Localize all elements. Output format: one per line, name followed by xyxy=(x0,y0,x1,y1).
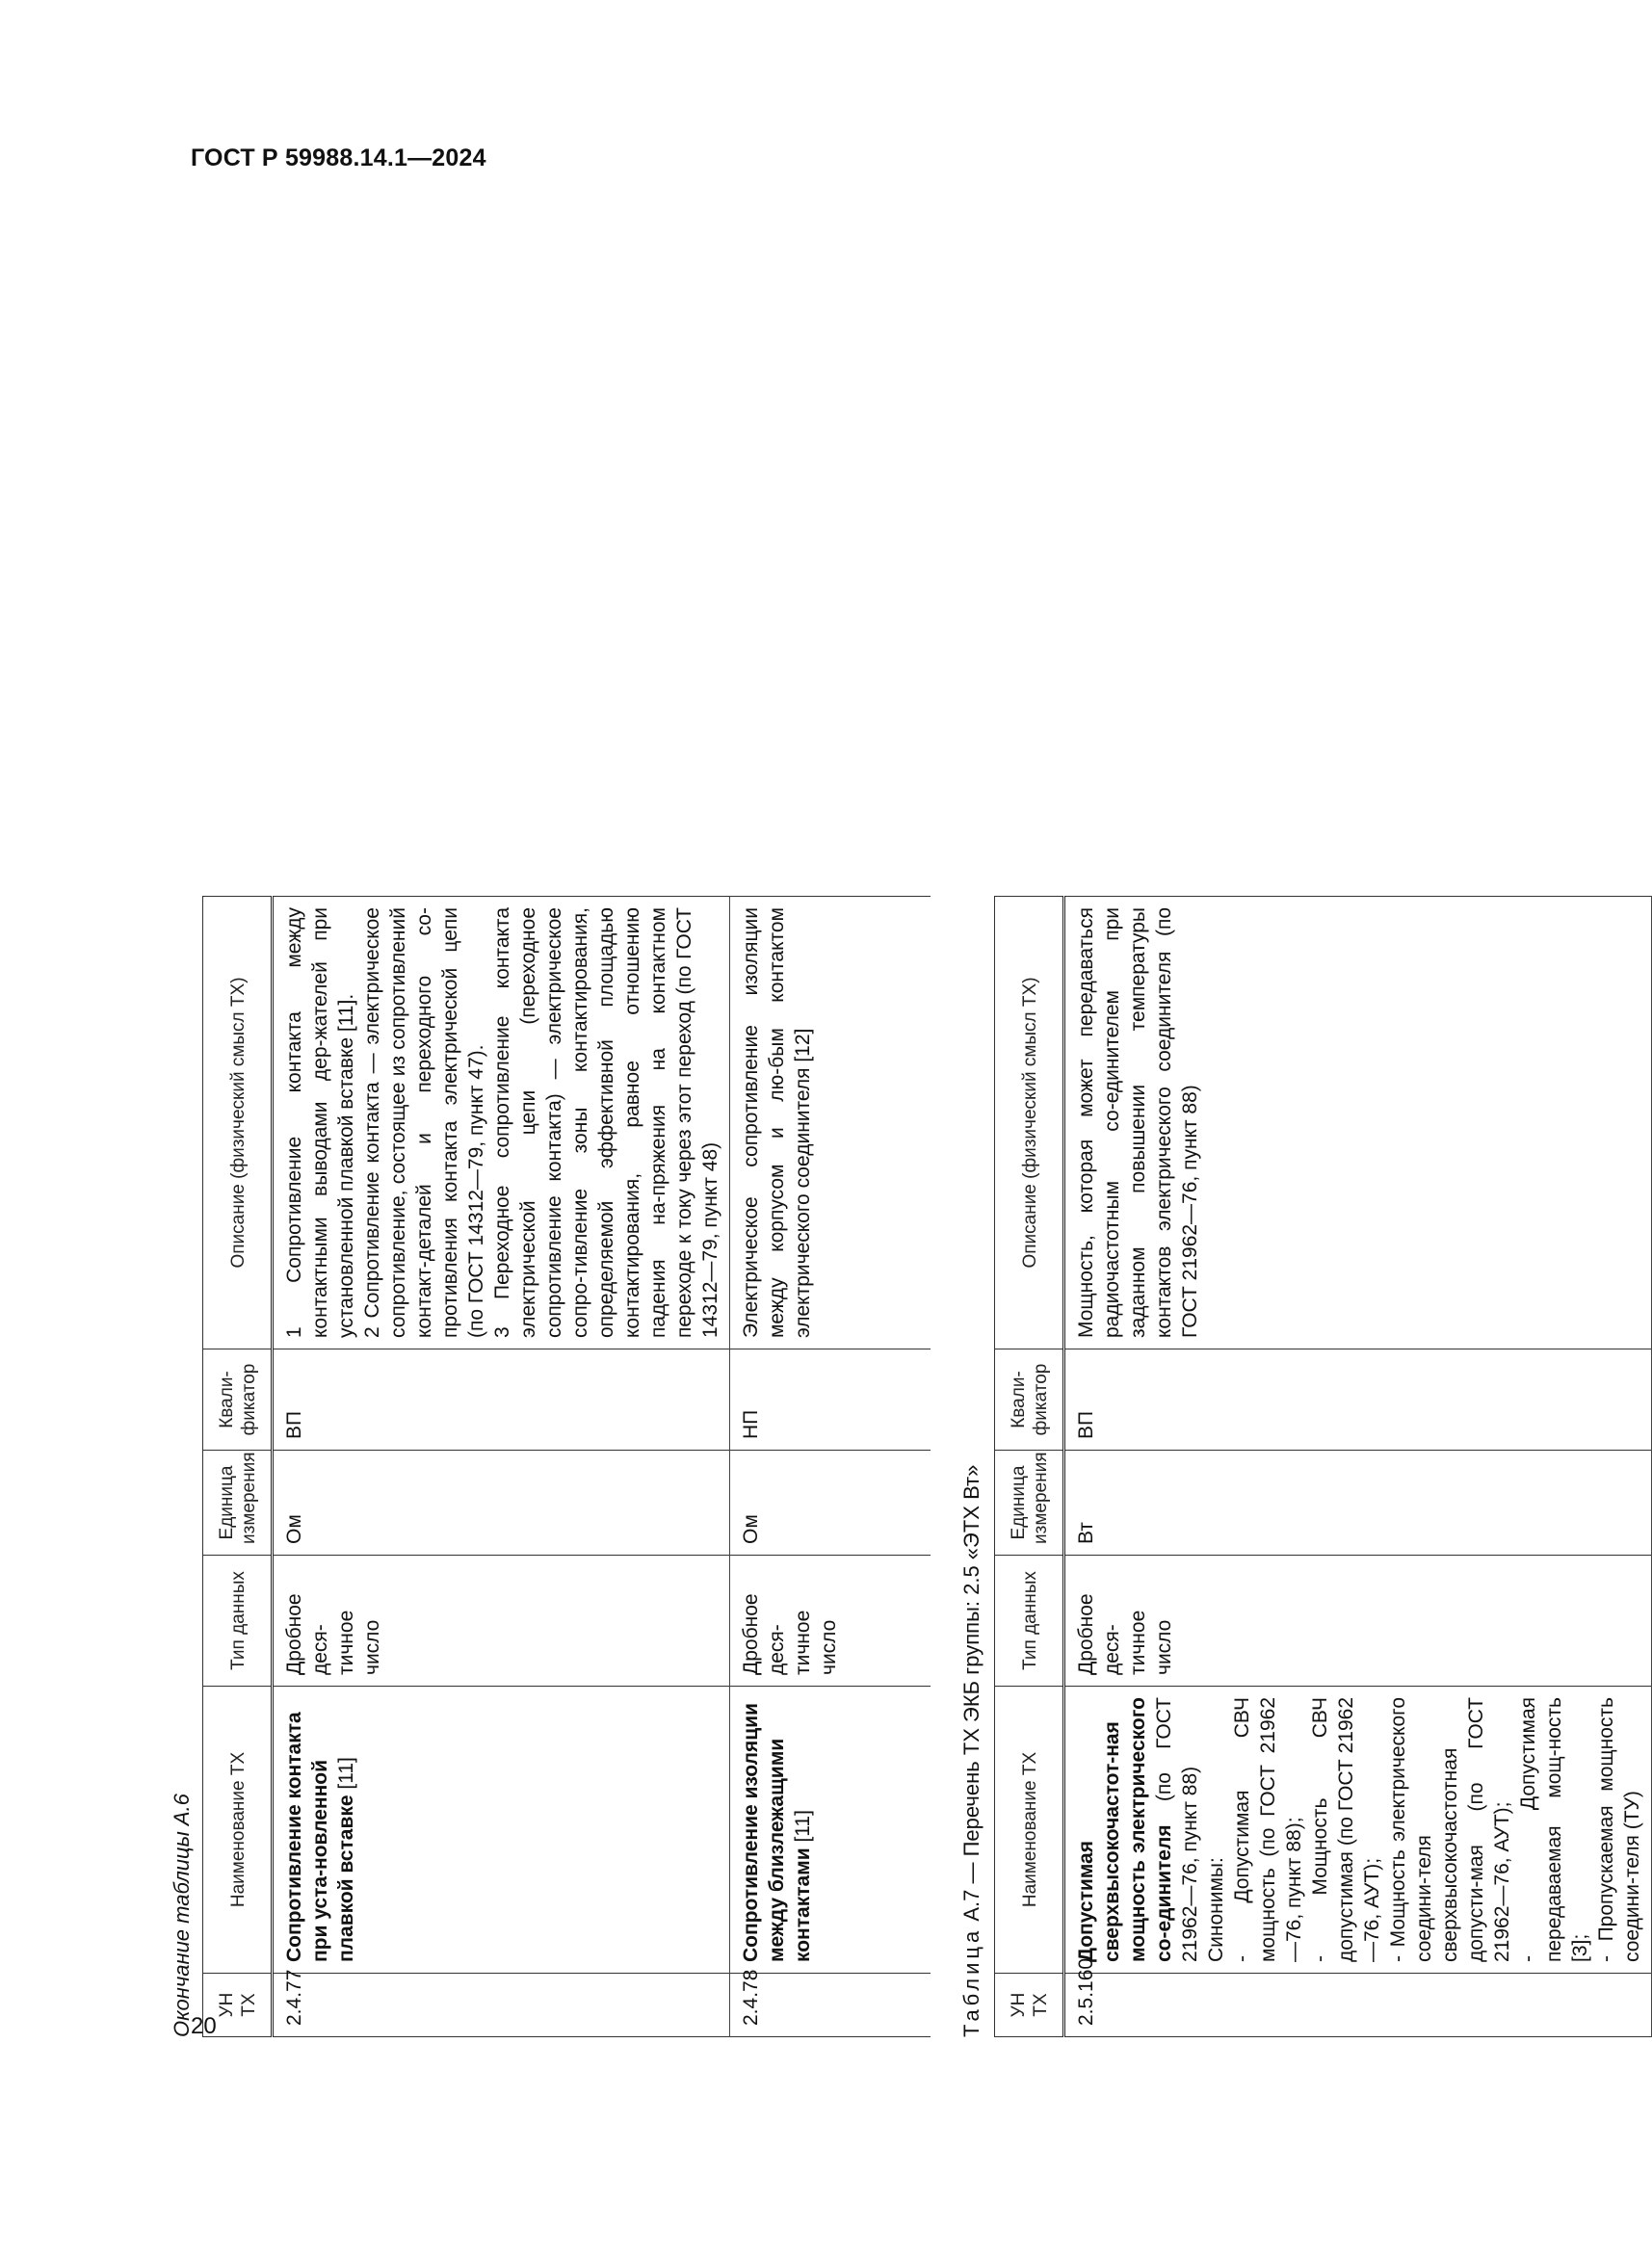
cell-name xyxy=(1064,1687,1652,1974)
col-header-qualifier: Квали-фикатор xyxy=(995,1349,1064,1451)
col-header-name: Наименование ТХ xyxy=(995,1687,1064,1974)
document-header: ГОСТ Р 59988.14.1—2024 xyxy=(191,144,486,171)
table-header-row xyxy=(995,897,1064,2037)
description-item: 2 Сопротивление контакта — электрическое сопротивление, состоящее из сопротивлений контакт-деталей и переходного со-противления контакта электрической цепи (по ГОСТ 14312—79, пункт 47). xyxy=(361,907,487,1338)
table-a6 xyxy=(202,896,931,2037)
description-item: 3 Переходное сопротивление контакта электрической цепи (переходное сопротивление контакта) — электрическое сопро-тивление зоны контактирования, определяемой эффективной площадью контактирования, равное отношению падения на-пряжения на контактном переходе к току через этот переход (по ГОСТ 14312—79, пункт 48) xyxy=(491,907,721,1338)
caption-rest: А.7 — Перечень ТХ ЭКБ группы: 2.5 «ЭТХ Вт» xyxy=(959,1464,983,1927)
cell-unit: Ом xyxy=(273,1451,730,1556)
col-header-code: УН ТХ xyxy=(203,1974,273,2037)
cell-code: 2.4.77 xyxy=(273,1974,730,2037)
synonym-item: - Пропускаемая мощность соедини-теля (ТУ) xyxy=(1595,1697,1643,1962)
description-item: Электрическое сопротивление изоляции между корпусом и лю-бым контактом электрического соединителя [12] xyxy=(740,907,814,1338)
description-item: 1 Сопротивление контакта между контактными выводами дер-жателей при установленной плавкой вставке [11]. xyxy=(283,907,357,1338)
cell-code: 2.4.78 xyxy=(730,1974,931,2037)
cell-data-type: Дробное деся-тичное число xyxy=(1064,1556,1652,1687)
table-a7-caption xyxy=(959,1465,984,2037)
col-header-qualifier: Квали-фикатор xyxy=(203,1349,273,1451)
cell-description xyxy=(273,897,730,1349)
synonym-item: - Мощность СВЧ допустимая (по ГОСТ 21962—76, АУТ); xyxy=(1309,1697,1383,1962)
table-a7 xyxy=(994,896,1652,2037)
synonyms-label: Синонимы: xyxy=(1205,1857,1227,1962)
synonym-item: - Допустимая СВЧ мощность (по ГОСТ 21962—76, пункт 88); xyxy=(1231,1697,1305,1962)
name-ref: (по ГОСТ 21962—76, пункт 88) xyxy=(1153,1697,1201,1962)
name-bold: Сопротивление изоляции между близлежащими контактами xyxy=(740,1703,814,1962)
col-header-unit: Единица измерения xyxy=(995,1451,1064,1556)
cell-qualifier: ВП xyxy=(1064,1349,1652,1451)
cell-qualifier: НП xyxy=(730,1349,931,1451)
cell-name xyxy=(730,1687,931,1974)
cell-name xyxy=(273,1687,730,1974)
name-ref: [11] xyxy=(792,1810,814,1848)
col-header-code: УН ТХ xyxy=(995,1974,1064,2037)
cell-description xyxy=(730,897,931,1349)
col-header-name: Наименование ТХ xyxy=(203,1687,273,1974)
col-header-data-type: Тип данных xyxy=(995,1556,1064,1687)
cell-qualifier: ВП xyxy=(273,1349,730,1451)
col-header-description: Описание (физический смысл ТХ) xyxy=(995,897,1064,1349)
table-row xyxy=(1064,897,1652,2037)
synonym-item: - Допустимая передаваемая мощ-ность [3]; xyxy=(1517,1697,1591,1962)
caption-prefix: Таблица xyxy=(959,1926,983,2037)
cell-description xyxy=(1064,897,1652,1349)
col-header-unit: Единица измерения xyxy=(203,1451,273,1556)
col-header-description: Описание (физический смысл ТХ) xyxy=(203,897,273,1349)
cell-unit: Ом xyxy=(730,1451,931,1556)
name-bold: Допустимая сверхвысокочастот-ная мощность электрического со-единителя xyxy=(1075,1697,1175,1962)
name-ref: [11] xyxy=(335,1757,357,1795)
cell-data-type: Дробное деся-тичное число xyxy=(273,1556,730,1687)
cell-data-type: Дробное деся-тичное число xyxy=(730,1556,931,1687)
col-header-data-type: Тип данных xyxy=(203,1556,273,1687)
synonym-item: - Мощность электрического соедини-теля сверхвысокочастотная допусти-мая (по ГОСТ 21962—76, АУТ); xyxy=(1387,1697,1513,1962)
continuation-caption: Окончание таблицы А.6 xyxy=(170,1794,194,2037)
cell-code: 2.5.160 xyxy=(1064,1974,1652,2037)
description-item: Мощность, которая может передаваться радиочастотным со-единителем при заданном повышении температуры контактов электрического соединителя (по ГОСТ 21962—76, пункт 88) xyxy=(1075,907,1201,1338)
rotated-landscape-content xyxy=(168,236,1643,2037)
table-header-row xyxy=(203,897,273,2037)
cell-unit: Вт xyxy=(1064,1451,1652,1556)
table-row xyxy=(730,897,931,2037)
page-number: 20 xyxy=(191,2013,217,2039)
name-bold: Сопротивление контакта при уста-новленной плавкой вставке xyxy=(283,1712,357,1962)
table-row xyxy=(273,897,730,2037)
